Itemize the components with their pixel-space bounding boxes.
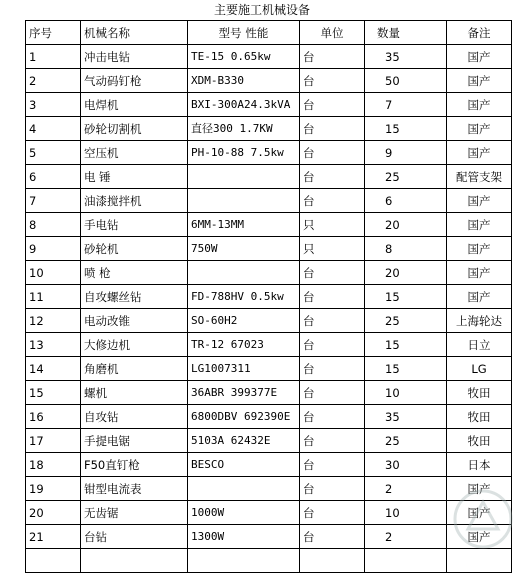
cell-name: 自攻钻 (81, 405, 188, 429)
cell-no: 19 (26, 477, 81, 501)
cell-no: 1 (26, 45, 81, 69)
cell-note: 牧田 (447, 405, 512, 429)
cell-qty: 15 (365, 333, 447, 357)
cell-note: 国产 (447, 189, 512, 213)
cell-no: 11 (26, 285, 81, 309)
cell-qty: 35 (365, 45, 447, 69)
cell-qty: 6 (365, 189, 447, 213)
cell-no: 18 (26, 453, 81, 477)
cell-model (188, 261, 300, 285)
table-row (26, 117, 512, 141)
cell-unit: 台 (300, 309, 365, 333)
table-row (26, 45, 512, 69)
cell-model (188, 549, 300, 573)
cell-no: 13 (26, 333, 81, 357)
cell-unit: 台 (300, 69, 365, 93)
cell-unit: 台 (300, 453, 365, 477)
table-row (26, 93, 512, 117)
table-row (26, 381, 512, 405)
cell-qty: 15 (365, 285, 447, 309)
cell-no: 15 (26, 381, 81, 405)
cell-no: 7 (26, 189, 81, 213)
cell-model: TE-15 0.65kw (188, 45, 300, 69)
cell-qty: 25 (365, 309, 447, 333)
cell-model (188, 165, 300, 189)
cell-unit: 台 (300, 261, 365, 285)
cell-no: 8 (26, 213, 81, 237)
table-row (26, 189, 512, 213)
cell-no: 10 (26, 261, 81, 285)
cell-name: 砂轮切割机 (81, 117, 188, 141)
cell-name: 喷 枪 (81, 261, 188, 285)
cell-model: 直径300 1.7KW (188, 117, 300, 141)
cell-no: 20 (26, 501, 81, 525)
cell-name: 气动码钉枪 (81, 69, 188, 93)
cell-model: XDM-B330 (188, 69, 300, 93)
cell-note: 国产 (447, 69, 512, 93)
header-note: 备注 (447, 21, 512, 45)
cell-unit: 台 (300, 189, 365, 213)
cell-qty: 30 (365, 453, 447, 477)
cell-note: 国产 (447, 213, 512, 237)
cell-model: SO-60H2 (188, 309, 300, 333)
cell-qty (365, 549, 447, 573)
cell-unit: 台 (300, 525, 365, 549)
cell-unit: 台 (300, 285, 365, 309)
cell-model: 6800DBV 692390E (188, 405, 300, 429)
cell-note: 牧田 (447, 381, 512, 405)
cell-unit: 台 (300, 429, 365, 453)
cell-unit: 台 (300, 117, 365, 141)
cell-unit: 只 (300, 213, 365, 237)
header-qty: 数量 (365, 21, 447, 45)
cell-model: 5103A 62432E (188, 429, 300, 453)
cell-name: 螺机 (81, 381, 188, 405)
cell-qty: 2 (365, 525, 447, 549)
cell-qty: 10 (365, 501, 447, 525)
cell-no: 9 (26, 237, 81, 261)
cell-qty: 35 (365, 405, 447, 429)
cell-name: 手提电锯 (81, 429, 188, 453)
cell-no: 12 (26, 309, 81, 333)
table-row (26, 405, 512, 429)
cell-name: 自攻螺丝钻 (81, 285, 188, 309)
cell-unit: 台 (300, 357, 365, 381)
table-row (26, 165, 512, 189)
table-row (26, 285, 512, 309)
cell-name: 钳型电流表 (81, 477, 188, 501)
cell-name: 砂轮机 (81, 237, 188, 261)
cell-name: 台钻 (81, 525, 188, 549)
cell-qty: 25 (365, 165, 447, 189)
cell-qty: 8 (365, 237, 447, 261)
cell-no: 5 (26, 141, 81, 165)
cell-qty: 20 (365, 213, 447, 237)
table-row (26, 453, 512, 477)
cell-unit: 台 (300, 165, 365, 189)
cell-model: TR-12 67023 (188, 333, 300, 357)
cell-name: 角磨机 (81, 357, 188, 381)
cell-qty: 25 (365, 429, 447, 453)
table-row (26, 525, 512, 549)
cell-model (188, 477, 300, 501)
cell-unit: 台 (300, 45, 365, 69)
table-row (26, 357, 512, 381)
cell-unit: 台 (300, 93, 365, 117)
cell-note: 国产 (447, 45, 512, 69)
cell-model: BXI-300A24.3kVA (188, 93, 300, 117)
cell-unit: 台 (300, 501, 365, 525)
cell-qty: 2 (365, 477, 447, 501)
table-row (26, 333, 512, 357)
cell-no: 6 (26, 165, 81, 189)
cell-note: 国产 (447, 525, 512, 549)
table-row (26, 237, 512, 261)
header-name: 机械名称 (81, 21, 188, 45)
cell-qty: 20 (365, 261, 447, 285)
table-row (26, 549, 512, 573)
cell-note: LG (447, 357, 512, 381)
cell-model: 1300W (188, 525, 300, 549)
header-unit: 单位 (300, 21, 365, 45)
cell-note: 国产 (447, 261, 512, 285)
cell-name: F50直钉枪 (81, 453, 188, 477)
cell-note: 国产 (447, 141, 512, 165)
cell-model: BESCO (188, 453, 300, 477)
cell-note: 牧田 (447, 429, 512, 453)
cell-note: 日本 (447, 453, 512, 477)
cell-name: 油漆搅拌机 (81, 189, 188, 213)
cell-unit: 台 (300, 477, 365, 501)
cell-note: 国产 (447, 285, 512, 309)
watermark-logo (448, 484, 518, 554)
cell-name: 手电钻 (81, 213, 188, 237)
table-row (26, 69, 512, 93)
cell-qty: 15 (365, 117, 447, 141)
table-row (26, 141, 512, 165)
cell-no: 21 (26, 525, 81, 549)
cell-qty: 50 (365, 69, 447, 93)
cell-no: 3 (26, 93, 81, 117)
cell-model: FD-788HV 0.5kw (188, 285, 300, 309)
cell-model: PH-10-88 7.5kw (188, 141, 300, 165)
cell-note: 国产 (447, 501, 512, 525)
table-row (26, 429, 512, 453)
cell-note: 国产 (447, 477, 512, 501)
cell-model: 1000W (188, 501, 300, 525)
cell-no: 2 (26, 69, 81, 93)
page-title: 主要施工机械设备 (213, 3, 310, 17)
cell-unit (300, 549, 365, 573)
cell-name: 电 锤 (81, 165, 188, 189)
cell-unit: 台 (300, 405, 365, 429)
cell-no: 4 (26, 117, 81, 141)
table-row (26, 261, 512, 285)
cell-model: 750W (188, 237, 300, 261)
cell-note: 国产 (447, 117, 512, 141)
header-no: 序号 (26, 21, 81, 45)
table-row (26, 213, 512, 237)
cell-note: 国产 (447, 93, 512, 117)
cell-unit: 台 (300, 141, 365, 165)
cell-name: 冲击电钻 (81, 45, 188, 69)
cell-name: 无齿锯 (81, 501, 188, 525)
cell-no: 16 (26, 405, 81, 429)
cell-no: 17 (26, 429, 81, 453)
header-model: 型号 性能 (188, 21, 300, 45)
cell-note: 国产 (447, 237, 512, 261)
cell-note: 配管支架 (447, 165, 512, 189)
cell-name: 大修边机 (81, 333, 188, 357)
table-header-row (26, 21, 512, 45)
cell-unit: 只 (300, 237, 365, 261)
cell-note: 日立 (447, 333, 512, 357)
table-row (26, 501, 512, 525)
cell-name: 电焊机 (81, 93, 188, 117)
cell-model (188, 189, 300, 213)
cell-no: 14 (26, 357, 81, 381)
cell-model: 36ABR 399377E (188, 381, 300, 405)
cell-name: 电动改锥 (81, 309, 188, 333)
cell-qty: 10 (365, 381, 447, 405)
cell-note: 上海轮达 (447, 309, 512, 333)
cell-name: 空压机 (81, 141, 188, 165)
cell-qty: 15 (365, 357, 447, 381)
cell-name (81, 549, 188, 573)
cell-unit: 台 (300, 333, 365, 357)
cell-no (26, 549, 81, 573)
cell-model: LG1007311 (188, 357, 300, 381)
equipment-table (25, 20, 512, 573)
cell-unit: 台 (300, 381, 365, 405)
cell-qty: 9 (365, 141, 447, 165)
cell-qty: 7 (365, 93, 447, 117)
table-row (26, 309, 512, 333)
table-row (26, 477, 512, 501)
cell-model: 6MM-13MM (188, 213, 300, 237)
